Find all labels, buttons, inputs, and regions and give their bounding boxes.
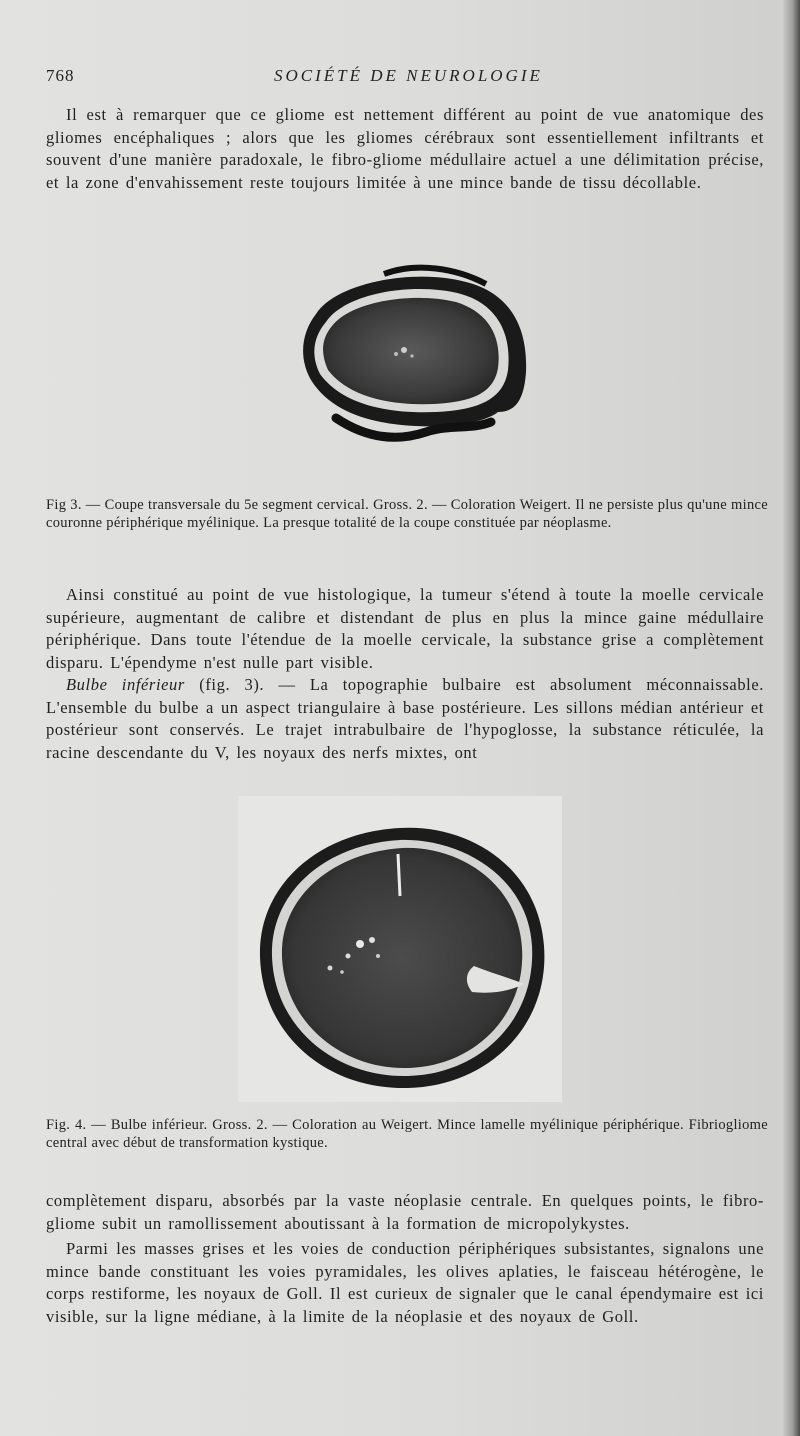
running-title: SOCIÉTÉ DE NEUROLOGIE bbox=[274, 66, 543, 85]
bulbe-text: (fig. 3). — La topographie bulbaire est absolument méconnaissable. L'ensemble du bulbe a un aspect triangulaire à base postérieure. Les sillons médian antérieur et postérieur sont conservés. Le trajet intrabulbaire de l'hypoglosse, la substance réticulée, la racine descendante du V, les noyaux des nerfs mixtes, ont bbox=[46, 675, 765, 762]
page-header bbox=[46, 66, 766, 88]
paragraph-intro: Il est à remarquer que ce gliome est nettement différent au point de vue anatomique des gliomes encéphaliques ; alors que les gliomes cérébraux sont essentiellement infiltrants et souvent d'une manière paradoxale, le fibro-gliome médullaire actuel a une délimitation précise, et la zone d'envahissement reste toujours limitée à une mince bande de tissu décollable. bbox=[46, 105, 764, 192]
figure-3-image bbox=[276, 262, 538, 452]
figure-3-caption: Fig 3. — Coupe transversale du 5e segment cervical. Gross. 2. — Coloration Weigert. Il ne persiste plus qu'une mince couronne périphérique myélinique. La presque totalité de la coupe constituée par néoplasme. bbox=[46, 497, 768, 531]
paragraph-continuation: complètement disparu, absorbés par la vaste néoplasie centrale. En quelques points, le fibro-gliome subit un ramollissement aboutissant à la formation de micropolykystes. bbox=[46, 1191, 764, 1233]
figure-4-caption: Fig. 4. — Bulbe inférieur. Gross. 2. — Coloration au Weigert. Mince lamelle myélinique périphérique. Fibriogliome central avec début de transformation kystique. bbox=[46, 1117, 768, 1151]
book-spine-shadow bbox=[782, 0, 800, 1436]
page-number: 768 bbox=[46, 66, 75, 85]
figure-4-image bbox=[238, 796, 562, 1102]
paragraph-bulbe bbox=[46, 674, 764, 764]
paragraph-tumour-extent: Ainsi constitué au point de vue histologique, la tumeur s'étend à toute la moelle cervicale supérieure, augmentant de calibre et distendant de plus en plus la mince gaine médullaire périphérique. Dans toute l'étendue de la moelle cervicale, la substance grise a complètement disparu. L'épendyme n'est nulle part visible. bbox=[46, 585, 764, 672]
paragraph-remaining-structures: Parmi les masses grises et les voies de conduction périphériques subsistantes, signalons une mince bande constituant les voies pyramidales, les olives aplaties, le faisceau hétérogène, le corps restiforme, les noyaux de Goll. Il est curieux de signaler que le canal épendymaire est ici visible, sur la ligne médiane, à la limite de la néoplasie et des noyaux de Goll. bbox=[46, 1239, 764, 1326]
bulbe-inferieur-heading: Bulbe inférieur bbox=[66, 675, 185, 694]
